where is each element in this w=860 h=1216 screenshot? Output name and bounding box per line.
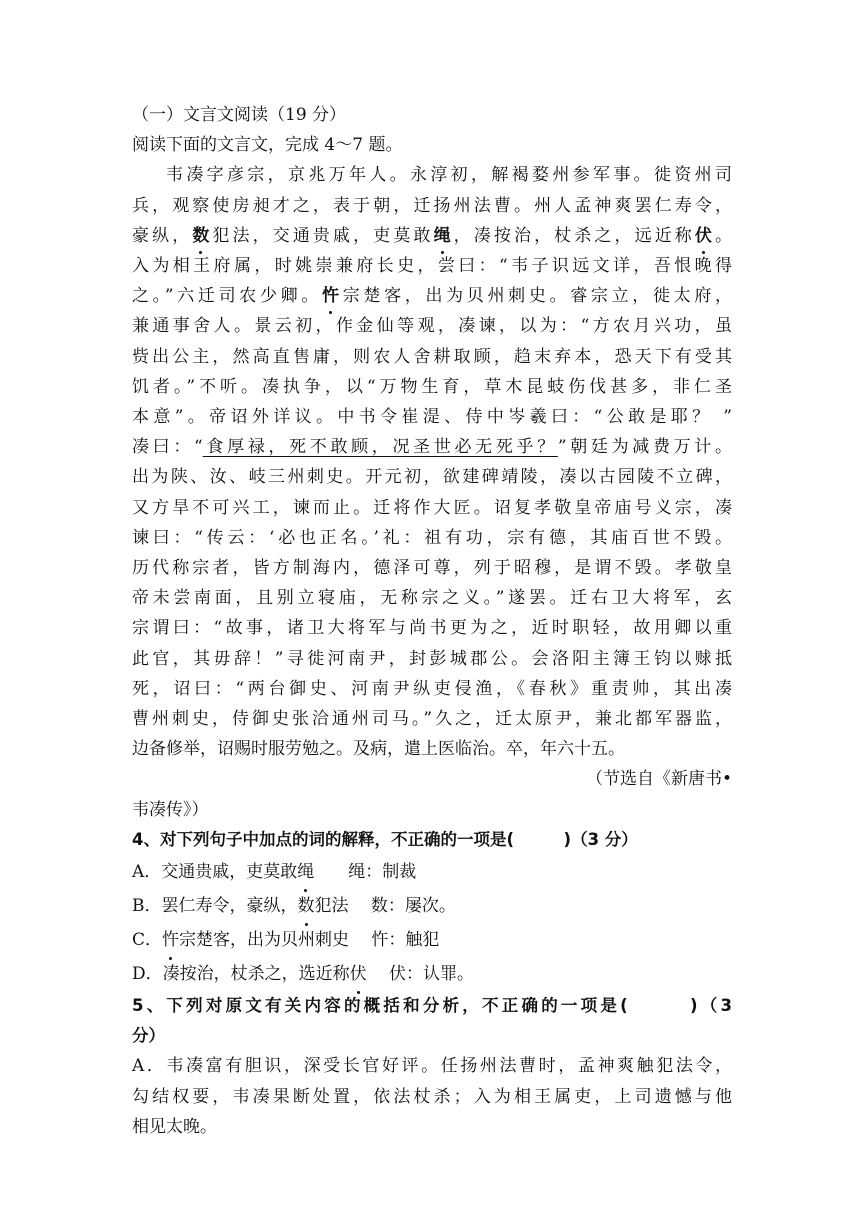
- question-stem: 5、下列对原文有关内容的概括和分析，不正确的一项是( )（3: [132, 996, 732, 1016]
- passage-line: 饥者。”不听。凑执争，以“万物生育，草木昆蚑伤伐甚多，非仁圣: [132, 376, 732, 397]
- text-segment: 犯法，交通贵戚，吏莫敢: [209, 225, 434, 246]
- option-b[interactable]: [132, 889, 732, 923]
- passage-line: 谏曰：“传云：‘必也正名。’礼：祖有功，宗有德，其庙百世不毁。: [132, 527, 732, 548]
- text-segment: 绳：制裁: [314, 862, 417, 883]
- question-5: [132, 991, 732, 1142]
- text-segment: 伏：认罪。: [366, 964, 475, 985]
- option-a[interactable]: 相见太晚。: [132, 1116, 217, 1137]
- question-4: [132, 825, 732, 991]
- dotted-word: 数: [298, 889, 315, 923]
- dotted-word: 绳: [297, 855, 314, 889]
- dotted-word: 绳: [434, 221, 451, 251]
- text-segment: 宗楚客，出为贝州刺史。睿宗立，徙太府，: [339, 286, 733, 307]
- section-title: （一）文言文阅读（19 分）: [132, 105, 347, 125]
- passage-line: 曹州刺史，侍御史张洽通州司马。”久之，迁太原尹，兼北都军器监，: [132, 709, 732, 730]
- passage-line: 边备修举，诏赐时服劳勉之。及病，遣上医临治。卒，年六十五。: [132, 739, 625, 760]
- instruction: 阅读下面的文言文，完成 4～7 题。: [132, 135, 403, 156]
- dotted-word: 数: [192, 221, 209, 251]
- document-page: [132, 100, 732, 1142]
- passage-line: 死，诏曰：“两台御史、河南尹纵吏侵渔，《春秋》重责帅，其出凑: [132, 678, 732, 699]
- passage-line: [132, 281, 732, 311]
- text-segment: 犯法 数：屡次。: [314, 896, 456, 917]
- passage-line: 此官，其毋辞！”寻徙河南尹，封彭城郡公。会洛阳主簿王钧以赇抵: [132, 648, 732, 669]
- passage-line: 本意”。帝诏外详议。中书令崔湜、侍中岑羲曰：“公敢是耶？ ”: [132, 407, 732, 428]
- underlined-sentence: 食厚禄，死不敢顾，况圣世必无死乎？: [202, 437, 558, 458]
- option-c[interactable]: [132, 923, 732, 957]
- source-citation: （节选自《新唐书•: [585, 769, 732, 790]
- text-segment: ，凑按治，杖杀之，远近称: [450, 225, 695, 246]
- passage-line: 兵，观察使房昶才之，表于朝，迁扬州法曹。州人孟神爽罢仁寿令，: [132, 195, 732, 216]
- passage-line: 宗谓曰：“故事，诸卫大将军与尚书更为之，近时职轻，故用卿以重: [132, 618, 732, 639]
- passage-line: [132, 432, 732, 462]
- source-citation: 韦凑传》）: [132, 799, 209, 820]
- text-segment: D．凑按治，杖杀之，选近称: [132, 964, 350, 985]
- passage-line: 历代称宗者，皆方制海内，德泽可尊，列于昭穆，是谓不毁。孝敬皇: [132, 558, 732, 579]
- passage-line: 赀出公主，然高直售庸，则农人舍耕取顾，趋末弃本，恐天下有受其: [132, 346, 732, 367]
- passage-line: 又方旱不可兴工，谏而止。迁将作大匠。诏复孝敬皇帝庙号义宗，凑: [132, 497, 732, 518]
- text-segment: ”朝廷为减费万计。: [557, 437, 732, 458]
- option-a[interactable]: A．韦凑富有胆识，深受长官好评。任扬州法曹时，孟神爽触犯法令，: [132, 1056, 732, 1077]
- text-segment: B．罢仁寿令，豪纵，: [132, 896, 298, 917]
- dotted-word: 忤: [322, 281, 339, 311]
- option-d[interactable]: [132, 957, 732, 991]
- dotted-word: 伏: [695, 221, 712, 251]
- text-segment: C．: [132, 930, 163, 951]
- dotted-word: 忤: [162, 923, 179, 957]
- option-a[interactable]: 勾结权要，韦凑果断处置，依法杖杀；入为相王属吏，上司遗憾与他: [132, 1086, 732, 1107]
- passage-line: 出为陕、汝、岐三州刺史。开元初，欲建碑靖陵，凑以古园陵不立碑，: [132, 467, 732, 488]
- option-a[interactable]: [132, 855, 732, 889]
- passage-line: 兼通事舍人。景云初，作金仙等观，凑谏，以为：“方农月兴功，虽: [132, 316, 732, 337]
- question-stem: 分）: [132, 1026, 165, 1046]
- text-segment: 之。”六迁司农少卿。: [132, 286, 323, 307]
- passage-line: 帝未尝南面，且别立寝庙，无称宗之义。”遂罢。迁右卫大将军，玄: [132, 588, 732, 609]
- passage-line: [132, 221, 732, 251]
- text-segment: A．交通贵戚，吏莫敢: [132, 862, 298, 883]
- passage: [132, 160, 732, 824]
- text-segment: 凑曰：“: [132, 437, 203, 458]
- text-segment: 豪纵，: [132, 225, 193, 246]
- text-segment: 。: [711, 225, 733, 246]
- text-segment: 宗楚客，出为贝州刺史 忤：触犯: [179, 930, 440, 951]
- passage-line: 入为相王府属，时姚崇兼府长史，尝曰：“韦子识远文详，吾恨晚得: [132, 256, 732, 277]
- question-stem: 4、对下列句子中加点的词的解释，不正确的一项是( )（3 分）: [132, 829, 638, 849]
- passage-line: 韦凑字彦宗，京兆万年人。永淳初，解褐婺州参军事。徙资州司: [166, 165, 732, 186]
- dotted-word: 伏: [350, 957, 367, 991]
